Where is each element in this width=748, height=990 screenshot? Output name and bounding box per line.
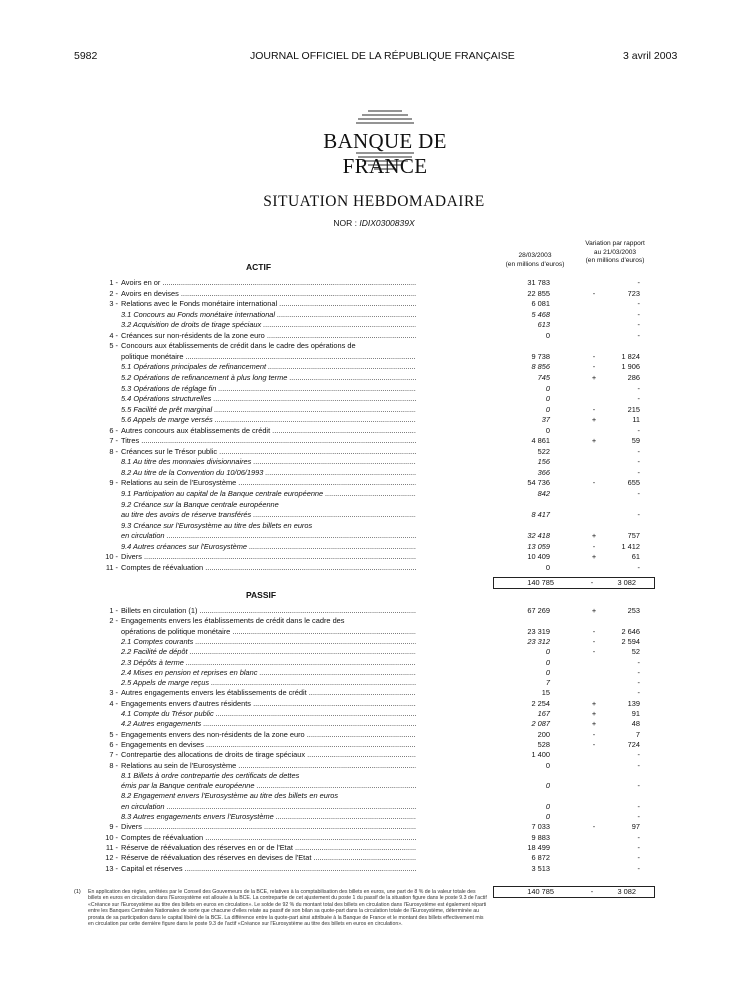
row-label: 8.1 Billets à ordre contrepartie des certificats de dettes bbox=[121, 770, 300, 780]
row-value: 3 513 bbox=[531, 863, 550, 873]
table-row bbox=[0, 833, 748, 843]
row-variation: - bbox=[637, 832, 640, 842]
row-variation-sign: + bbox=[591, 415, 597, 425]
row-variation-sign: + bbox=[591, 436, 597, 446]
row-variation-sign: + bbox=[591, 719, 597, 729]
row-number: 6 - bbox=[109, 425, 118, 435]
row-number: 11 - bbox=[105, 562, 118, 572]
row-value: 31 783 bbox=[527, 278, 550, 287]
table-row bbox=[0, 457, 748, 467]
row-variation-sign: + bbox=[591, 698, 597, 708]
row-value: 0 bbox=[545, 781, 550, 791]
row-label: Relations avec le Fonds monétaire international ..... bbox=[121, 299, 416, 309]
table-row bbox=[0, 627, 748, 637]
table-row bbox=[0, 331, 748, 341]
table-row bbox=[0, 606, 748, 616]
table-row bbox=[0, 740, 748, 750]
table-row bbox=[0, 843, 748, 853]
actif-total-sign: - bbox=[590, 578, 594, 587]
row-value: 0 bbox=[545, 801, 550, 811]
row-variation: 655 bbox=[627, 478, 640, 488]
row-variation: 215 bbox=[627, 404, 640, 414]
row-value: 22 855 bbox=[527, 288, 550, 298]
table-row bbox=[0, 552, 748, 562]
table-row bbox=[0, 299, 748, 309]
row-variation-sign: - bbox=[592, 351, 596, 361]
row-variation: - bbox=[637, 299, 640, 309]
variation-column-unit: (en millions d'euros) bbox=[585, 257, 645, 264]
row-label: 2.5 Appels de marge reçus ..... bbox=[121, 678, 416, 688]
row-value: 613 bbox=[537, 320, 550, 330]
table-row bbox=[0, 699, 748, 709]
row-number: 13 - bbox=[105, 863, 118, 873]
table-row bbox=[0, 709, 748, 719]
table-row bbox=[0, 394, 748, 404]
row-variation: 2 646 bbox=[621, 626, 640, 636]
row-variation: 61 bbox=[631, 552, 640, 562]
row-value: 0 bbox=[545, 394, 550, 404]
journal-title: JOURNAL OFFICIEL DE LA RÉPUBLIQUE FRANÇAISE bbox=[250, 50, 515, 62]
row-label: 9.4 Autres créances sur l'Eurosystème ..... bbox=[121, 542, 416, 552]
row-variation-sign: - bbox=[592, 404, 596, 414]
date-column-header bbox=[505, 252, 565, 269]
row-label: 9.3 Créance sur l'Eurosystème au titre des billets en euros bbox=[121, 520, 313, 530]
table-row bbox=[0, 771, 748, 781]
logo-text: BANQUE DE FRANCE bbox=[323, 129, 447, 178]
nor-reference bbox=[0, 218, 748, 228]
row-value: 9 738 bbox=[531, 351, 550, 361]
row-label: Avoirs en devises ..... bbox=[121, 289, 416, 299]
table-row bbox=[0, 531, 748, 541]
table-row bbox=[0, 278, 748, 288]
row-variation: 7 bbox=[635, 729, 640, 739]
row-label: en circulation ..... bbox=[121, 531, 416, 541]
row-value: 0 bbox=[545, 425, 550, 435]
row-label: 3.2 Acquisition de droits de tirage spéciaux ..... bbox=[121, 320, 416, 330]
row-label: Engagements envers les établissements de crédit dans le cadre des bbox=[121, 616, 345, 626]
row-variation: 757 bbox=[627, 531, 640, 541]
row-variation: - bbox=[637, 812, 640, 821]
row-variation: - bbox=[637, 760, 640, 770]
row-label: Autres concours aux établissements de crédit ..... bbox=[121, 426, 416, 436]
row-value: 23 319 bbox=[527, 626, 550, 636]
table-row bbox=[0, 352, 748, 362]
row-value: 0 bbox=[545, 330, 550, 340]
row-variation-sign: + bbox=[591, 552, 597, 562]
row-value: 0 bbox=[545, 657, 550, 667]
row-number: 7 - bbox=[109, 436, 118, 446]
row-number: 6 - bbox=[109, 739, 118, 749]
table-row bbox=[0, 436, 748, 446]
row-variation: - bbox=[637, 446, 640, 456]
row-label: en circulation ..... bbox=[121, 802, 416, 812]
table-row bbox=[0, 415, 748, 425]
row-variation: - bbox=[637, 863, 640, 873]
row-label: politique monétaire ..... bbox=[121, 352, 416, 362]
row-variation-sign: - bbox=[592, 647, 596, 657]
actif-total-variation: 3 082 bbox=[617, 578, 636, 587]
row-value: 5 468 bbox=[531, 309, 550, 319]
date-column-date: 28/03/2003 bbox=[518, 252, 552, 259]
row-variation: 1 906 bbox=[621, 362, 640, 372]
row-value: 8 856 bbox=[531, 362, 550, 372]
table-row bbox=[0, 616, 748, 626]
table-row bbox=[0, 289, 748, 299]
row-value: 10 409 bbox=[527, 552, 550, 562]
table-row bbox=[0, 426, 748, 436]
table-row bbox=[0, 500, 748, 510]
row-value: 67 269 bbox=[527, 606, 550, 615]
row-variation: - bbox=[637, 667, 640, 677]
passif-total bbox=[493, 886, 655, 898]
row-variation: - bbox=[637, 657, 640, 667]
row-value: 54 736 bbox=[527, 478, 550, 488]
row-variation-sign: - bbox=[592, 739, 596, 749]
row-label: Titres ..... bbox=[121, 436, 416, 446]
row-variation-sign: + bbox=[591, 606, 597, 615]
row-variation: - bbox=[637, 467, 640, 477]
table-row bbox=[0, 658, 748, 668]
row-variation: - bbox=[637, 394, 640, 404]
table-row bbox=[0, 761, 748, 771]
table-row bbox=[0, 781, 748, 791]
row-label: Créances sur non-résidents de la zone euro ..... bbox=[121, 331, 416, 341]
row-label: Divers ..... bbox=[121, 822, 416, 832]
row-value: 0 bbox=[545, 760, 550, 770]
row-label: Capital et réserves ..... bbox=[121, 864, 416, 874]
row-label: Comptes de réévaluation ..... bbox=[121, 833, 416, 843]
table-row bbox=[0, 822, 748, 832]
row-label: 8.3 Autres engagements envers l'Eurosystème ..... bbox=[121, 812, 416, 822]
row-variation: - bbox=[637, 781, 640, 791]
row-variation-sign: - bbox=[592, 636, 596, 646]
table-row bbox=[0, 750, 748, 760]
table-row bbox=[0, 812, 748, 822]
table-row bbox=[0, 864, 748, 874]
row-variation-sign: - bbox=[592, 362, 596, 372]
row-variation-sign: - bbox=[592, 478, 596, 488]
row-variation: - bbox=[637, 562, 640, 572]
row-number: 2 - bbox=[109, 288, 118, 298]
row-label: Avoirs en or ..... bbox=[121, 278, 416, 288]
row-variation: - bbox=[637, 750, 640, 760]
passif-total-variation: 3 082 bbox=[617, 887, 636, 896]
row-value: 745 bbox=[537, 372, 550, 382]
row-number: 10 - bbox=[105, 552, 118, 562]
table-row bbox=[0, 719, 748, 729]
row-label: Billets en circulation (1) ..... bbox=[121, 606, 416, 616]
footnote-mark: (1) bbox=[74, 889, 81, 895]
row-value: 15 bbox=[541, 688, 550, 698]
row-variation: 1 824 bbox=[621, 351, 640, 361]
table-row bbox=[0, 791, 748, 801]
row-label: 9.2 Créance sur la Banque centrale européenne bbox=[121, 499, 279, 509]
table-row bbox=[0, 468, 748, 478]
nor-label: NOR : bbox=[333, 218, 357, 228]
row-value: 7 033 bbox=[531, 822, 550, 832]
row-variation: - bbox=[637, 278, 640, 287]
row-variation: 97 bbox=[631, 822, 640, 832]
row-label: Comptes de réévaluation ..... bbox=[121, 563, 416, 573]
row-variation: 1 412 bbox=[621, 541, 640, 551]
row-variation: 253 bbox=[627, 606, 640, 615]
row-label: 5.4 Opérations structurelles ..... bbox=[121, 394, 416, 404]
banque-de-france-logo bbox=[290, 105, 480, 178]
row-variation-sign: - bbox=[592, 541, 596, 551]
row-number: 9 - bbox=[109, 478, 118, 488]
table-row bbox=[0, 405, 748, 415]
row-number: 8 - bbox=[109, 446, 118, 456]
passif-total-value: 140 785 bbox=[527, 887, 554, 896]
table-row bbox=[0, 730, 748, 740]
row-value: 13 059 bbox=[527, 541, 550, 551]
variation-column-header bbox=[575, 240, 655, 266]
row-label: 3.1 Concours au Fonds monétaire international ..... bbox=[121, 310, 416, 320]
row-variation-sign: - bbox=[592, 729, 596, 739]
row-value: 2 254 bbox=[531, 698, 550, 708]
row-variation: - bbox=[637, 678, 640, 688]
row-label: 2.2 Facilité de dépôt ..... bbox=[121, 647, 416, 657]
row-variation: 48 bbox=[631, 719, 640, 729]
row-label: Réserve de réévaluation des réserves en devises de l'Etat ..... bbox=[121, 853, 416, 863]
row-label: Autres engagements envers les établissements de crédit ..... bbox=[121, 688, 416, 698]
row-value: 366 bbox=[537, 467, 550, 477]
row-number: 8 - bbox=[109, 760, 118, 770]
row-label: 5.2 Opérations de refinancement à plus long terme ..... bbox=[121, 373, 416, 383]
actif-total-value: 140 785 bbox=[527, 578, 554, 587]
row-value: 167 bbox=[537, 709, 550, 718]
row-number: 5 - bbox=[109, 729, 118, 739]
row-label: Engagements en devises ..... bbox=[121, 740, 416, 750]
row-value: 2 087 bbox=[531, 719, 550, 729]
table-row bbox=[0, 647, 748, 657]
row-variation-sign: + bbox=[591, 372, 597, 382]
row-variation: 91 bbox=[631, 709, 640, 718]
table-row bbox=[0, 489, 748, 499]
row-label: 2.4 Mises en pension et reprises en blanc ..... bbox=[121, 668, 416, 678]
row-number: 12 - bbox=[105, 853, 118, 863]
passif-heading: PASSIF bbox=[246, 590, 277, 600]
row-label: au titre des avoirs de réserve transférés ..... bbox=[121, 510, 416, 520]
row-label: opérations de politique monétaire ..... bbox=[121, 627, 416, 637]
row-label: 4.1 Compte du Trésor public ..... bbox=[121, 709, 416, 719]
row-value: 18 499 bbox=[527, 842, 550, 852]
row-variation: 286 bbox=[627, 372, 640, 382]
table-row bbox=[0, 637, 748, 647]
row-variation-sign: + bbox=[591, 709, 597, 718]
row-variation: - bbox=[637, 320, 640, 330]
row-label: 5.1 Opérations principales de refinancement ..... bbox=[121, 362, 416, 372]
row-value: 528 bbox=[537, 739, 550, 749]
table-row bbox=[0, 478, 748, 488]
row-value: 32 418 bbox=[527, 531, 550, 541]
row-value: 6 872 bbox=[531, 853, 550, 863]
row-value: 0 bbox=[545, 647, 550, 657]
row-value: 200 bbox=[537, 729, 550, 739]
row-number: 9 - bbox=[109, 822, 118, 832]
row-variation: - bbox=[637, 842, 640, 852]
row-label: Relations au sein de l'Eurosystème ..... bbox=[121, 761, 416, 771]
row-variation-sign: - bbox=[592, 626, 596, 636]
row-label: Contrepartie des allocations de droits de tirage spéciaux ..... bbox=[121, 750, 416, 760]
row-number: 11 - bbox=[105, 842, 118, 852]
table-row bbox=[0, 447, 748, 457]
row-value: 7 bbox=[545, 678, 550, 688]
variation-column-title: Variation par rapport bbox=[585, 240, 645, 247]
row-label: 5.3 Opérations de réglage fin ..... bbox=[121, 384, 416, 394]
row-value: 23 312 bbox=[527, 636, 550, 646]
row-value: 156 bbox=[537, 457, 550, 467]
row-variation: - bbox=[637, 425, 640, 435]
row-variation: - bbox=[637, 510, 640, 520]
row-label: Réserve de réévaluation des réserves en or de l'Etat ..... bbox=[121, 843, 416, 853]
row-value: 1 400 bbox=[531, 750, 550, 760]
table-row bbox=[0, 362, 748, 372]
publication-date: 3 avril 2003 bbox=[623, 50, 678, 62]
table-row bbox=[0, 668, 748, 678]
row-number: 3 - bbox=[109, 299, 118, 309]
table-row bbox=[0, 310, 748, 320]
actif-heading: ACTIF bbox=[246, 262, 272, 272]
row-variation: 723 bbox=[627, 288, 640, 298]
table-row bbox=[0, 384, 748, 394]
row-number: 1 - bbox=[109, 278, 118, 287]
row-label: Engagements envers des non-résidents de la zone euro ..... bbox=[121, 730, 416, 740]
table-row bbox=[0, 373, 748, 383]
row-variation-sign: - bbox=[592, 822, 596, 832]
row-variation: 139 bbox=[627, 698, 640, 708]
row-number: 2 - bbox=[109, 616, 118, 626]
page-title: SITUATION HEBDOMADAIRE bbox=[263, 193, 485, 210]
table-row bbox=[0, 521, 748, 531]
row-label: 8.2 Au titre de la Convention du 10/06/1993 ..... bbox=[121, 468, 416, 478]
table-row bbox=[0, 320, 748, 330]
row-variation-sign: - bbox=[592, 288, 596, 298]
row-variation: - bbox=[637, 330, 640, 340]
row-number: 4 - bbox=[109, 330, 118, 340]
row-value: 0 bbox=[545, 812, 550, 821]
row-variation: - bbox=[637, 489, 640, 498]
row-variation-sign: + bbox=[591, 531, 597, 541]
row-label: 4.2 Autres engagements ..... bbox=[121, 719, 416, 729]
footnote-text: En application des règles, arrêtées par le Conseil des Gouverneurs de la BCE, relatives à la comptabilisation des billets en euros, une part de 8 % de la valeur totale des billets en euros en circulation dans l'Eurosystème est allouée à la BCE. La contrepartie de cet ajustement du poste 1 du passif de la situation figure dans le poste 9.3 de l'actif «Créance sur l'Eurosystème au titre des billets en euros en circulation». Le solde de 92 % du montant total des billets en circulation dans l'Eurosystème est également réparti entre les Banques Centrales Nationales de sorte que chacune d'elles relate au passif de son bilan sa quote-part dans la circulation totale de l'Eurosystème, déterminée au prorata de sa participation dans le capital libéré de la BCE. La différence entre la quote-part ainsi attribuée à la Banque de France et le montant des billets effectivement mis en circulation par cette dernière figure dans le poste 9.3 de l'actif «Créance sur l'Eurosystème au titre des billets en euros en circulation». bbox=[88, 889, 487, 928]
row-variation: 52 bbox=[631, 647, 640, 657]
row-label: Créances sur le Trésor public ..... bbox=[121, 447, 416, 457]
row-label: 2.3 Dépôts à terme ..... bbox=[121, 658, 416, 668]
row-number: 1 - bbox=[109, 606, 118, 615]
date-column-unit: (en millions d'euros) bbox=[505, 260, 565, 268]
row-value: 37 bbox=[541, 415, 550, 425]
row-value: 0 bbox=[545, 562, 550, 572]
row-variation: - bbox=[637, 309, 640, 319]
row-value: 842 bbox=[537, 489, 550, 498]
row-value: 9 883 bbox=[531, 832, 550, 842]
table-row bbox=[0, 542, 748, 552]
row-value: 0 bbox=[545, 667, 550, 677]
row-value: 0 bbox=[545, 383, 550, 393]
row-label: émis par la Banque centrale européenne ..... bbox=[121, 781, 416, 791]
table-row bbox=[0, 853, 748, 863]
row-number: 10 - bbox=[105, 832, 118, 842]
row-variation: 11 bbox=[632, 415, 640, 425]
page-number: 5982 bbox=[74, 50, 98, 62]
row-label: 9.1 Participation au capital de la Banque centrale européenne ..... bbox=[121, 489, 416, 499]
row-value: 4 861 bbox=[531, 436, 550, 446]
row-variation: 59 bbox=[631, 436, 640, 446]
row-variation: - bbox=[637, 383, 640, 393]
row-label: 2.1 Comptes courants ..... bbox=[121, 637, 416, 647]
row-variation: - bbox=[637, 801, 640, 811]
row-number: 7 - bbox=[109, 750, 118, 760]
variation-column-date: au 21/03/2003 bbox=[593, 248, 637, 256]
table-row bbox=[0, 678, 748, 688]
row-value: 8 417 bbox=[531, 510, 550, 520]
row-label: 5.6 Appels de marge versés ..... bbox=[121, 415, 416, 425]
table-row bbox=[0, 688, 748, 698]
row-label: 8.1 Au titre des monnaies divisionnaires ..... bbox=[121, 457, 416, 467]
passif-total-sign: - bbox=[590, 887, 594, 896]
row-variation: 724 bbox=[627, 739, 640, 749]
row-value: 6 081 bbox=[531, 299, 550, 309]
row-value: 0 bbox=[545, 404, 550, 414]
row-label: Divers ..... bbox=[121, 552, 416, 562]
table-row bbox=[0, 802, 748, 812]
row-variation: 2 594 bbox=[621, 636, 640, 646]
row-label: 8.2 Engagement envers l'Eurosystème au titre des billets en euros bbox=[121, 791, 339, 801]
row-variation: - bbox=[637, 688, 640, 698]
row-number: 5 - bbox=[109, 341, 118, 351]
row-label: Concours aux établissements de crédit dans le cadre des opérations de bbox=[121, 341, 356, 351]
row-label: Relations au sein de l'Eurosystème ..... bbox=[121, 478, 416, 488]
table-row bbox=[0, 510, 748, 520]
row-number: 3 - bbox=[109, 688, 118, 698]
row-variation: - bbox=[637, 853, 640, 863]
actif-total bbox=[493, 577, 655, 589]
nor-code: IDIX0300839X bbox=[359, 218, 415, 228]
row-number: 4 - bbox=[109, 698, 118, 708]
table-row bbox=[0, 563, 748, 573]
table-row bbox=[0, 341, 748, 351]
row-label: Engagements envers d'autres résidents ..... bbox=[121, 699, 416, 709]
row-label: 5.5 Facilité de prêt marginal ..... bbox=[121, 405, 416, 415]
row-value: 522 bbox=[537, 446, 550, 456]
row-variation: - bbox=[637, 457, 640, 467]
